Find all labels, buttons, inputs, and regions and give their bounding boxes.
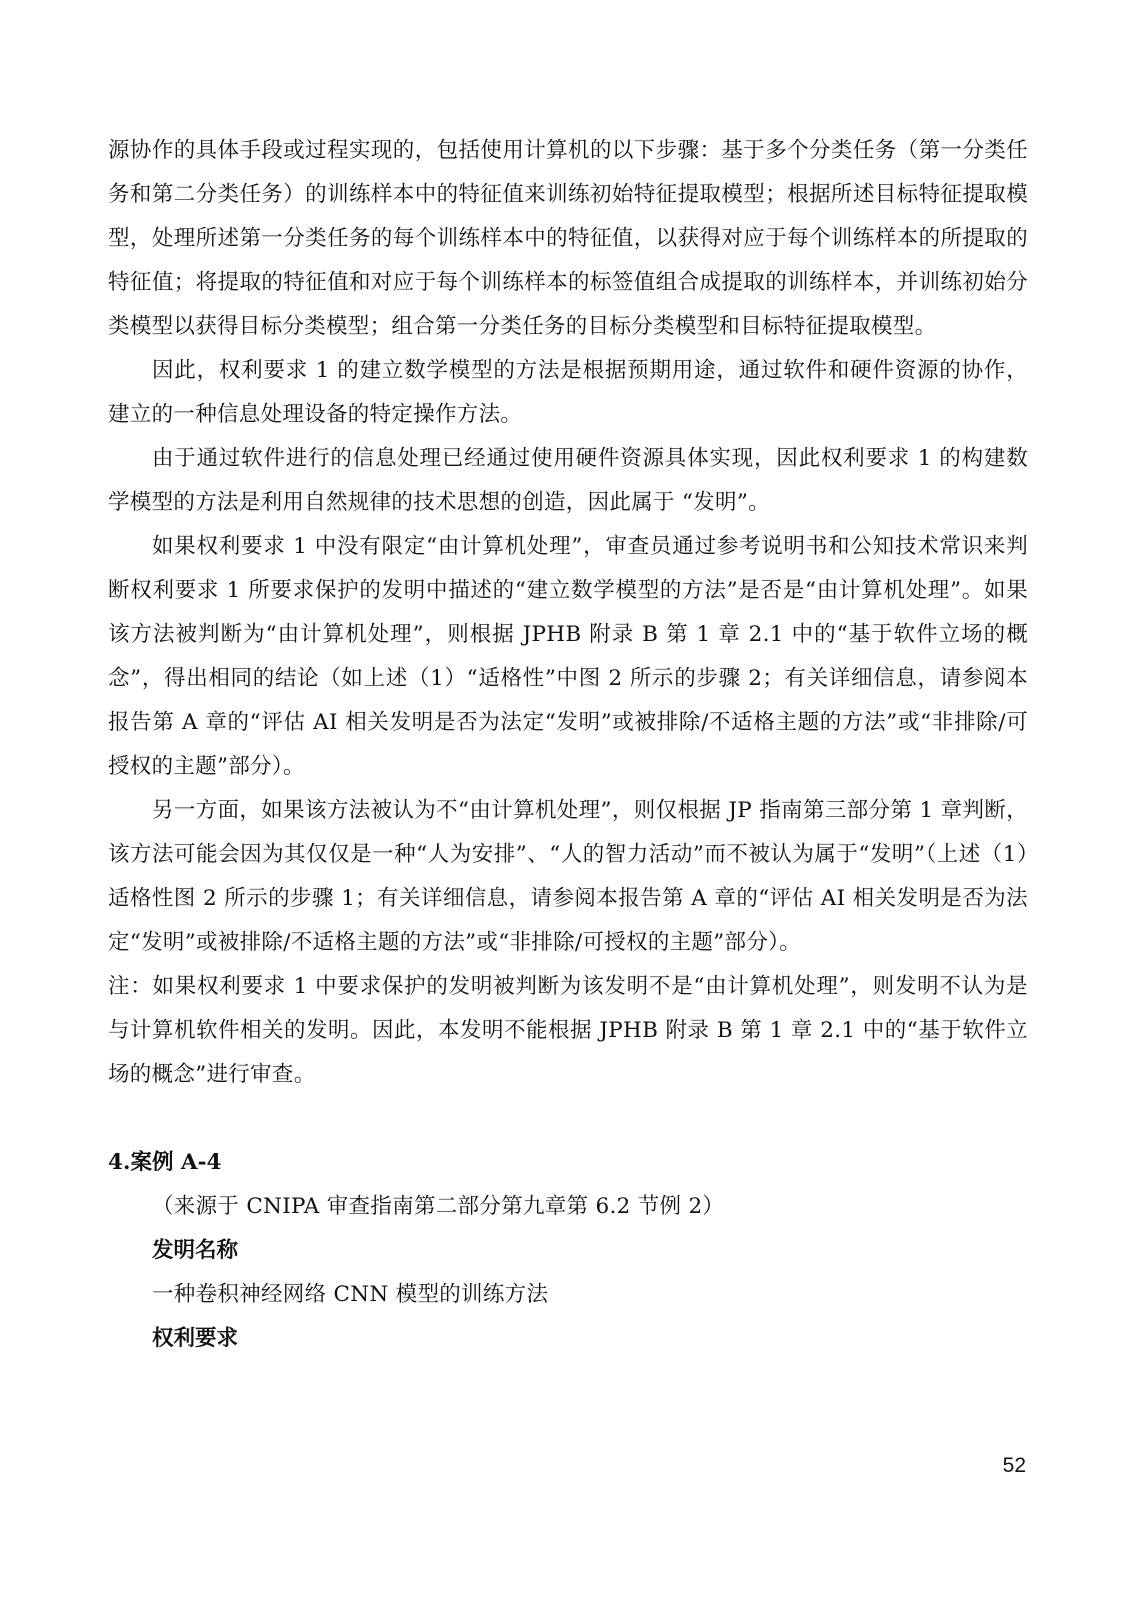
- body-text: [108, 129, 1028, 1361]
- case-heading: 4.案例 A-4: [108, 1150, 222, 1175]
- paragraph-conclusion: 因此，权利要求 1 的建立数学模型的方法是根据预期用途，通过软件和硬件资源的协作，建立的一种信息处理设备的特定操作方法。: [108, 358, 1028, 427]
- section-gap: [108, 1097, 1028, 1141]
- paragraph-note: 注：如果权利要求 1 中要求保护的发明被判断为该发明不是“由计算机处理”，则发明不认为是与计算机软件相关的发明。因此，本发明不能根据 JPHB 附录 B 第 1 章 2.1 中的“基于软件立场的概念”进行审查。: [108, 974, 1028, 1087]
- paragraph-invention-status: 由于通过软件进行的信息处理已经通过使用硬件资源具体实现，因此权利要求 1 的构建数学模型的方法是利用自然规律的技术思想的创造，因此属于 “发明”。: [108, 446, 1028, 515]
- paragraph-other-hand: 另一方面，如果该方法被认为不“由计算机处理”，则仅根据 JP 指南第三部分第 1 章判断，该方法可能会因为其仅仅是一种“人为安排”、“人的智力活动”而不被认为属于“发明”（上述（1）适格性图 2 所示的步骤 1；有关详细信息，请参阅本报告第 A 章的“评估 AI 相关发明是否为法定“发明”或被排除/不适格主题的方法”或“非排除/可授权的主题”部分）。: [108, 798, 1028, 955]
- paragraph-computer-processing: 如果权利要求 1 中没有限定“由计算机处理”，审查员通过参考说明书和公知技术常识来判断权利要求 1 所要求保护的发明中描述的“建立数学模型的方法”是否是“由计算机处理”。如果该方法被判断为“由计算机处理”，则根据 JPHB 附录 B 第 1 章 2.1 中的“基于软件立场的概念”，得出相同的结论（如上述（1）“适格性”中图 2 所示的步骤 2；有关详细信息，请参阅本报告第 A 章的“评估 AI 相关发明是否为法定“发明”或被排除/不适格主题的方法”或“非排除/可授权的主题”部分）。: [108, 534, 1028, 779]
- invention-name: 一种卷积神经网络 CNN 模型的训练方法: [152, 1282, 549, 1307]
- paragraph-continuation: 源协作的具体手段或过程实现的，包括使用计算机的以下步骤：基于多个分类任务（第一分类任务和第二分类任务）的训练样本中的特征值来训练初始特征提取模型；根据所述目标特征提取模型，处理所述第一分类任务的每个训练样本中的特征值，以获得对应于每个训练样本的所提取的特征值；将提取的特征值和对应于每个训练样本的标签值组合成提取的训练样本，并训练初始分类模型以获得目标分类模型；组合第一分类任务的目标分类模型和目标特征提取模型。: [108, 138, 1028, 339]
- claims-label: 权利要求: [152, 1326, 239, 1351]
- invention-name-label: 发明名称: [152, 1238, 239, 1263]
- page-number: 52: [1002, 1454, 1026, 1477]
- case-source: （来源于 CNIPA 审查指南第二部分第九章第 6.2 节例 2）: [152, 1194, 725, 1219]
